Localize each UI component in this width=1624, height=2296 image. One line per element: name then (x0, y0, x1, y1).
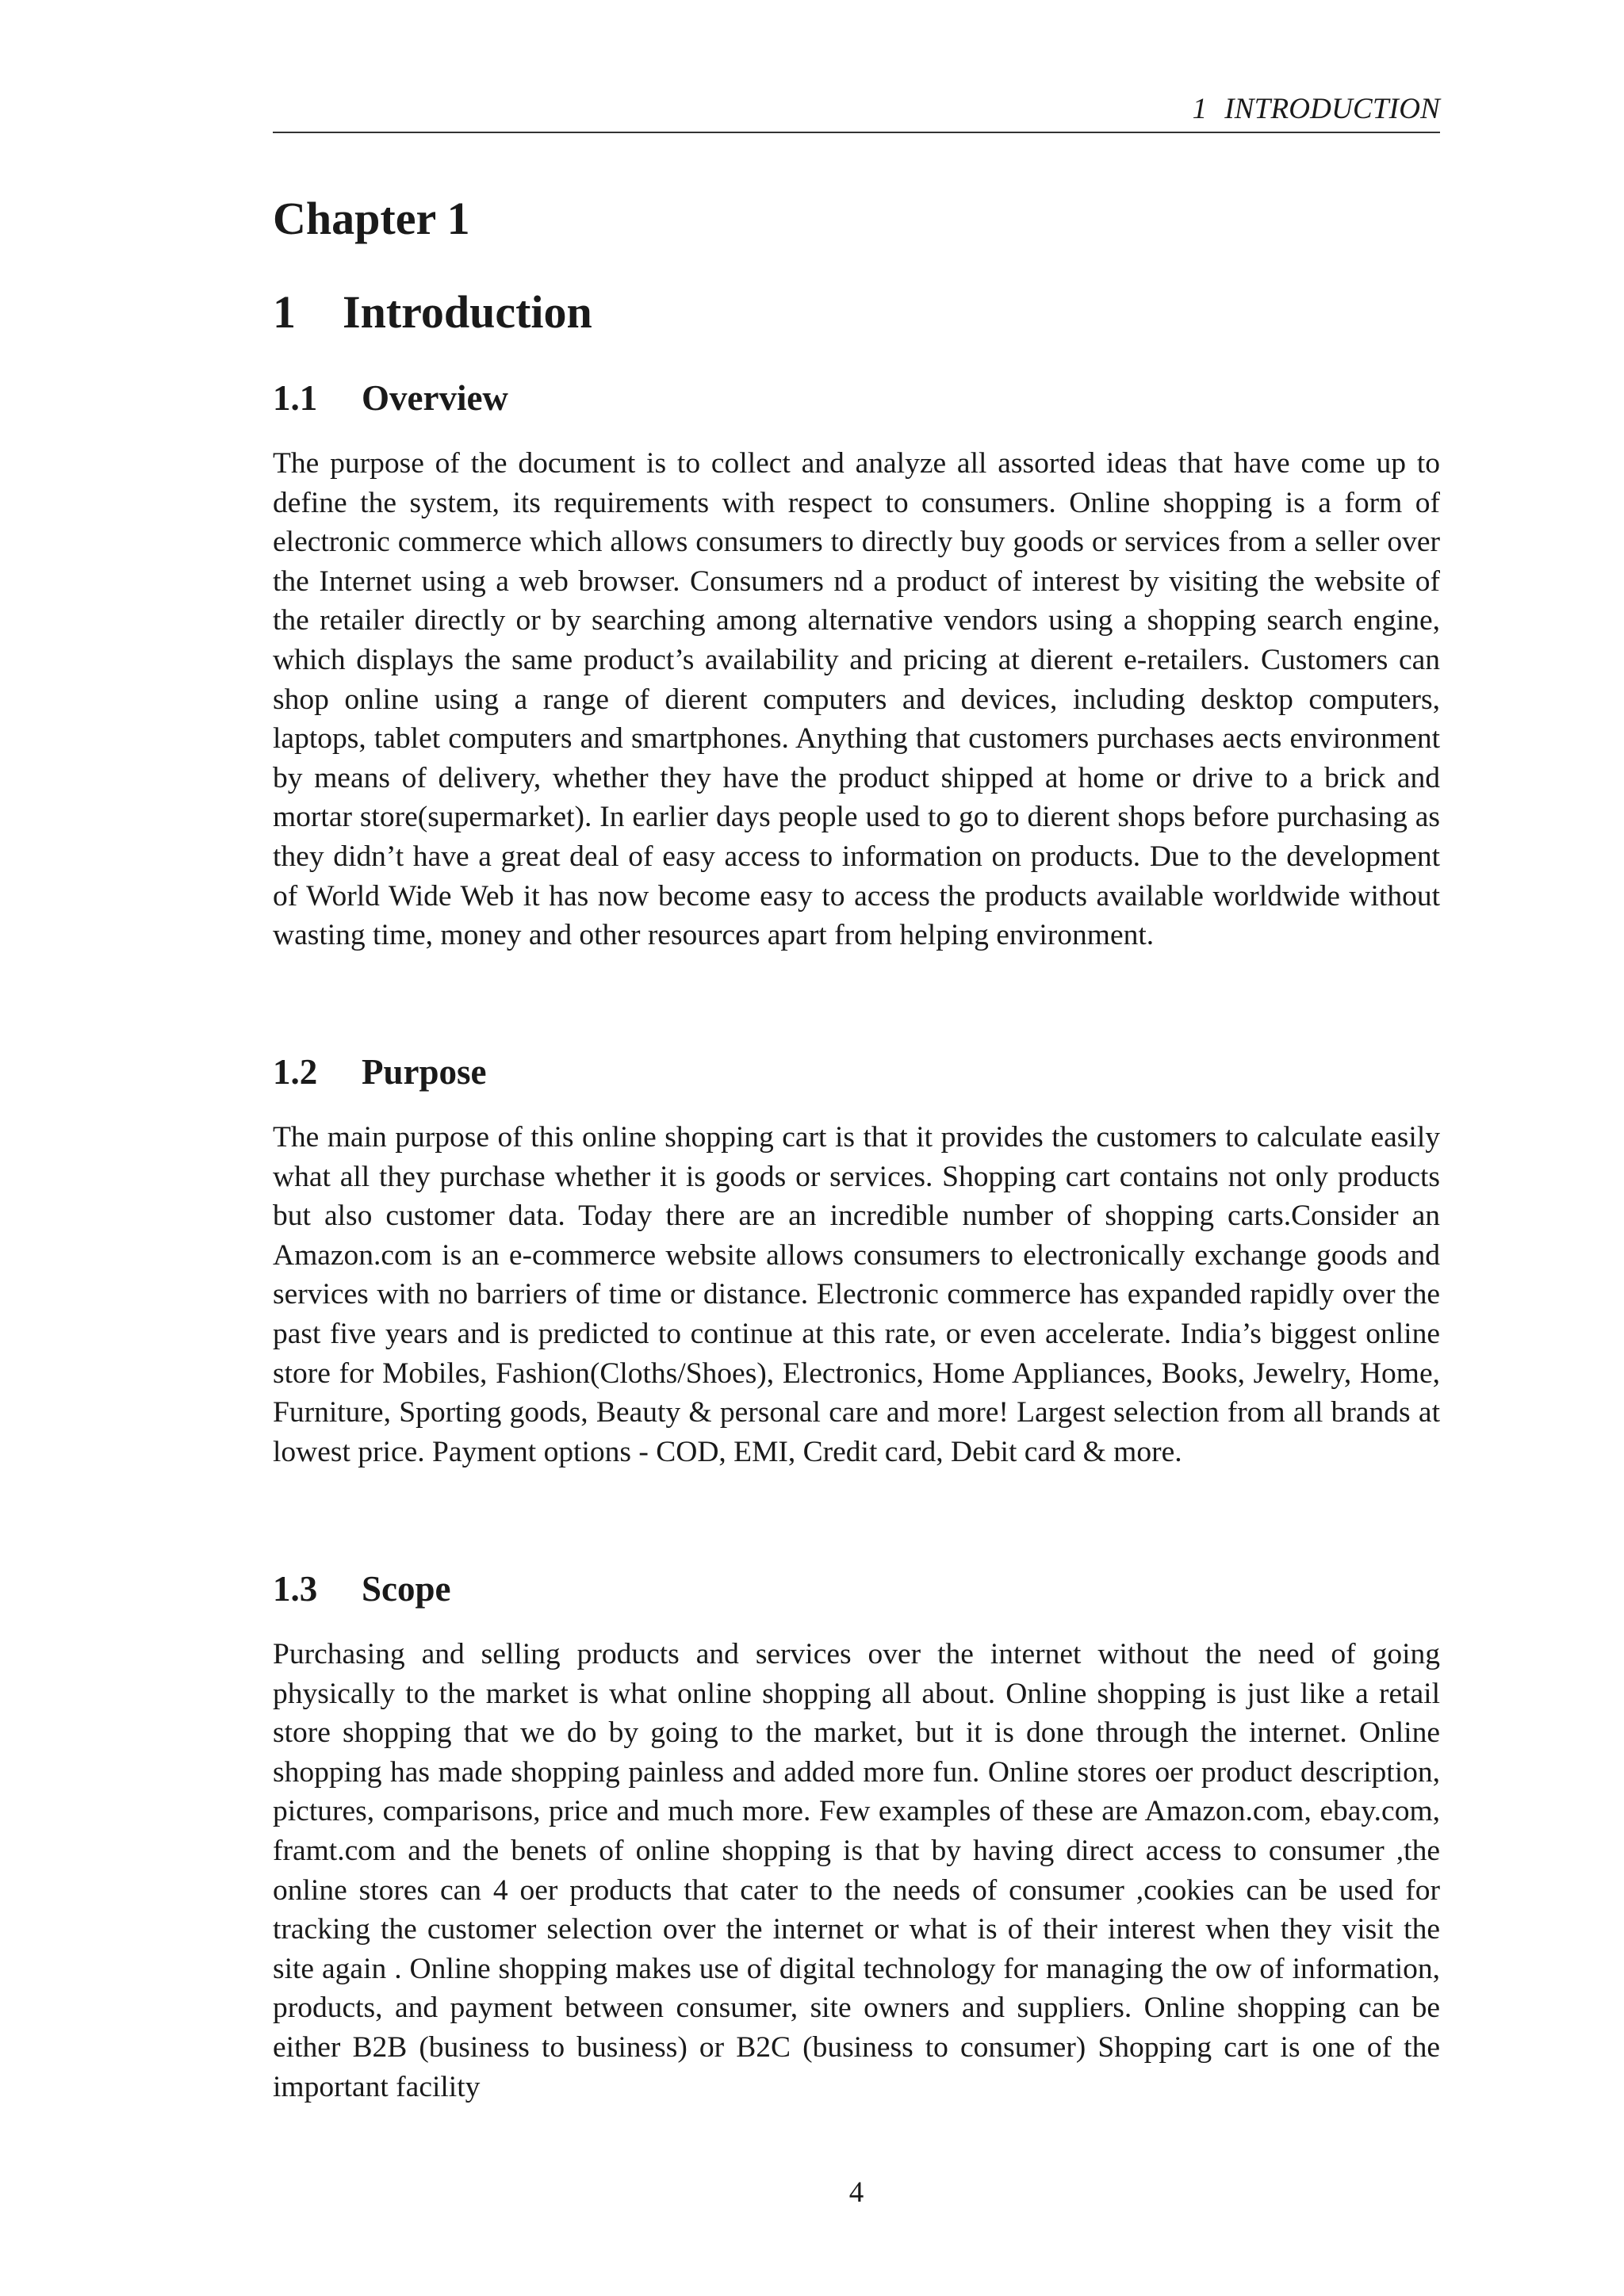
section-title: Introduction (343, 286, 592, 338)
subsection-title: Purpose (362, 1052, 487, 1092)
subsection-title: Scope (362, 1569, 451, 1609)
page-number: 4 (848, 2176, 864, 2209)
section-number: 1 (273, 286, 296, 338)
subsection-number: 1.1 (273, 378, 318, 418)
subsection-heading-scope (273, 1565, 451, 1613)
paragraph-scope: Purchasing and selling products and services over the internet without the need of going physically to the market is what online shopping all about. Online shopping is just like a retail store shopping that we do by going to the market, but it is done through the internet. Online shopping has made shopping painless and added more fun. Online stores oer product description, pictures, comparisons, price and much more. Few examples of these are Amazon.com, ebay.com, framt.com and the benets of online shopping is that by having direct access to consumer ,the online stores can 4 oer products that cater to the needs of consumer ,cookies can be used for tracking the customer selection over the internet or what is of their interest when they visit the site again . Online shopping makes use of digital technology for managing the ow of information, products, and payment between consumer, site owners and suppliers. Online shopping can be either B2B (business to business) or B2C (business to consumer) Shopping cart is one of the important facility (273, 1638, 1440, 2103)
subsection-heading-purpose (273, 1048, 487, 1096)
header-rule (273, 132, 1440, 133)
document-page (273, 0, 1440, 2296)
section-heading (273, 281, 592, 344)
running-header-chapter-number: 1 (1192, 93, 1208, 125)
paragraph-purpose: The main purpose of this online shopping cart is that it provides the customers to calculate easily what all they purchase whether it is goods or services. Shopping cart contains not only products but also customer data. Today there are an incredible number of shopping carts.Consider an Amazon.com is an e-commerce website allows consumers to electronically exchange goods and services with no barriers of time or distance. Electronic commerce has expanded rapidly over the past five years and is predicted to continue at this rate, or even accelerate. India’s biggest online store for Mobiles, Fashion(Cloths/Shoes), Electronics, Home Appliances, Books, Jewelry, Home, Furniture, Sporting goods, Beauty & personal care and more! Largest selection from all brands at lowest price. Payment options - COD, EMI, Credit card, Debit card & more. (273, 1121, 1440, 1468)
subsection-heading-overview (273, 374, 508, 422)
subsection-number: 1.3 (273, 1569, 318, 1609)
paragraph-overview: The purpose of the document is to collect and analyze all assorted ideas that have come up to define the system, its requirements with respect to consumers. Online shopping is a form of electronic commerce which allows consumers to directly buy goods or services from a seller over the Internet using a web browser. Consumers nd a product of interest by visiting the website of the retailer directly or by searching among alternative vendors using a shopping search engine, which displays the same product’s availability and pricing at dierent e-retailers. Customers can shop online using a range of dierent computers and devices, including desktop computers, laptops, tablet computers and smartphones. Anything that customers purchases aects environment by means of delivery, whether they have the product shipped at home or drive to a brick and mortar store(supermarket). In earlier days people used to go to dierent shops before purchasing as they didn’t have a great deal of easy access to information on products. Due to the development of World Wide Web it has now become easy to access the products available worldwide without wasting time, money and other resources apart from helping environment. (273, 447, 1440, 952)
running-header-chapter-title: INTRODUCTION (1224, 93, 1440, 125)
chapter-label: Chapter 1 (273, 193, 470, 244)
running-header (273, 90, 1440, 128)
subsection-title: Overview (362, 378, 508, 418)
subsection-number: 1.2 (273, 1052, 318, 1092)
